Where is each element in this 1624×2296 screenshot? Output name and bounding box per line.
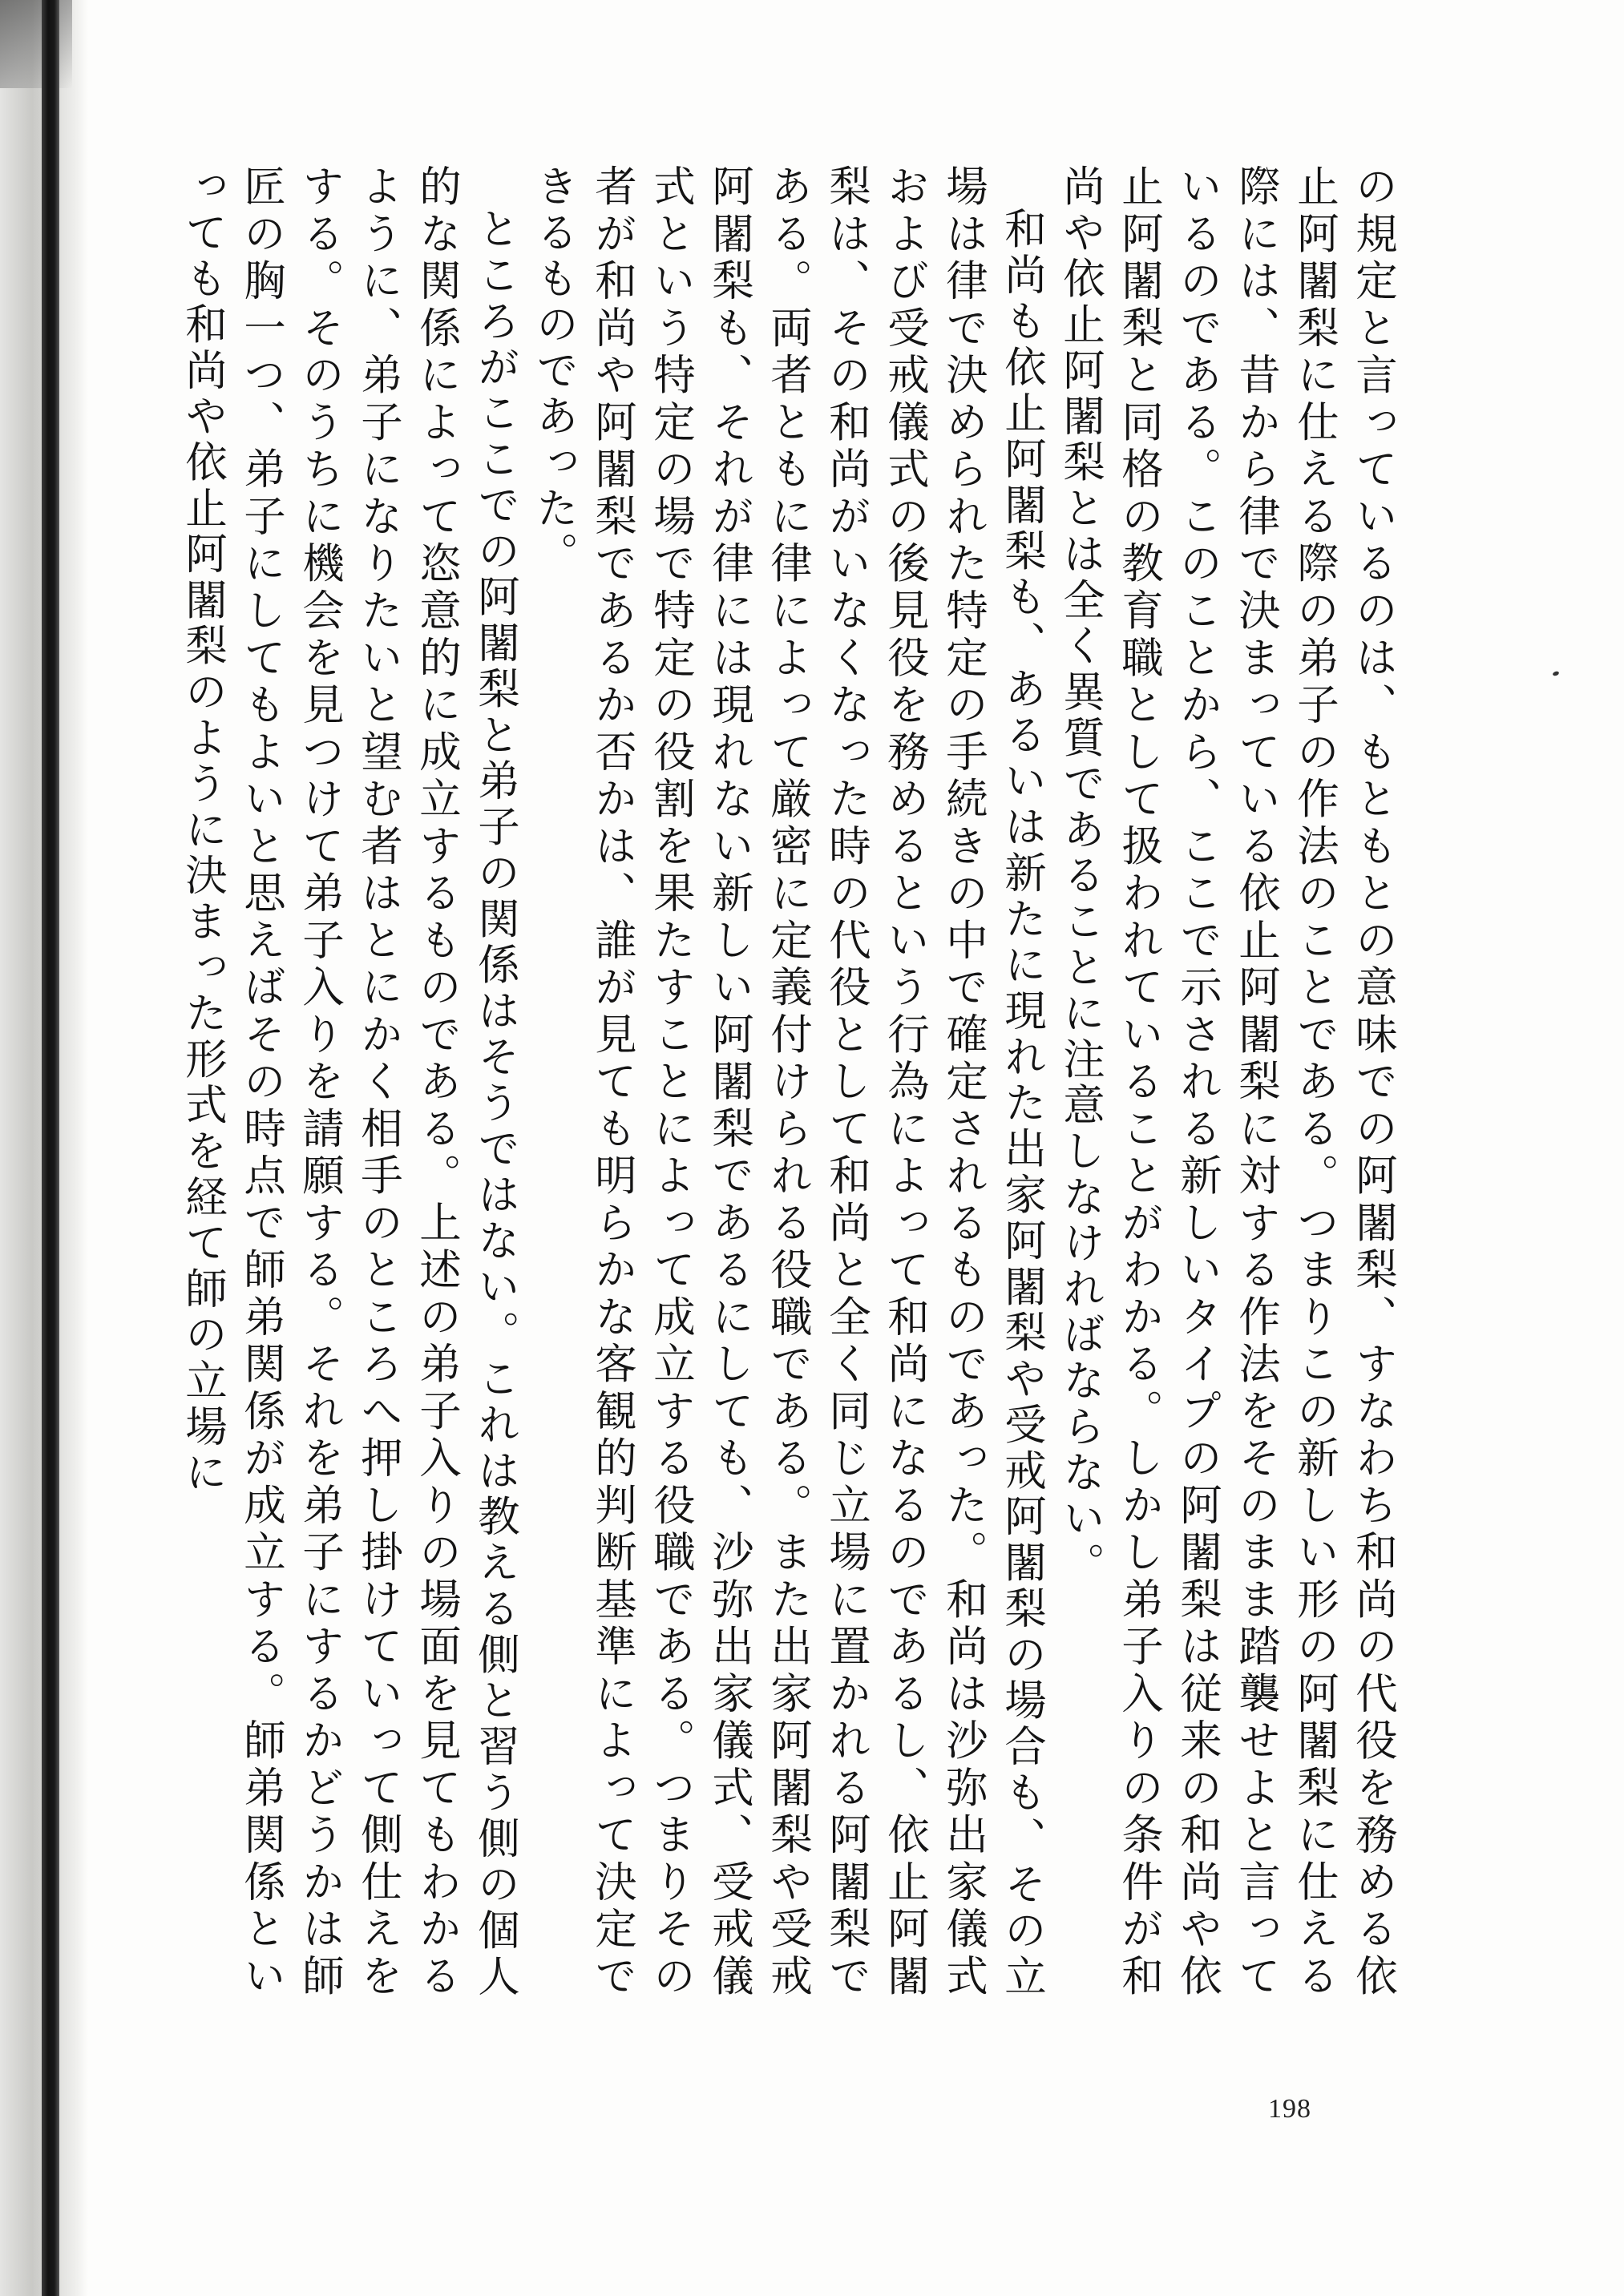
book-spine-edge: [42, 0, 59, 2296]
paragraph-3: ところがここでの阿闍梨と弟子の関係はそうではない。これは教える側と習う側の個人的な関係によって恣意的に成立するものである。上述の弟子入りの場面を見てもわかるように、弟子になりたいと望む者はとにかく相手のところへ押し掛けていって側仕えをする。そのうちに機会を見つけて弟子入りを請願する。それを弟子にするかどうかは師匠の胸一つ、弟子にしてもよいと思えばその時点で師弟関係が成立する。師弟関係といっても和尚や依止阿闍梨のように決まった形式を経て師の立場に: [179, 164, 520, 1999]
binding-corner-shadow: [0, 0, 72, 88]
paragraph-2: 和尚も依止阿闍梨も、あるいは新たに現れた出家阿闍梨や受戒阿闍梨の場合も、その立場は律で決められた特定の手続きの中で確定されるものであった。和尚は沙弥出家儀式および受戒儀式の後見役を務めるという行為によって和尚になるのであるし、依止阿闍梨は、その和尚がいなくなった時の代役として和尚と全く同じ立場に置かれる阿闍梨である。両者ともに律によって厳密に定義付けられる役職である。また出家阿闍梨や受戒阿闍梨も、それが律には現れない新しい阿闍梨であるにしても、沙弥出家儀式、受戒儀式という特定の場で特定の役割を果たすことによって成立する役職である。つまりその者が和尚や阿闍梨であるか否かは、誰が見ても明らかな客観的判断基準によって決定できるものであった。: [530, 164, 1047, 1999]
page-number: 198: [1268, 2094, 1311, 2124]
paragraph-1: の規定と言っているのは、もともとの意味での阿闍梨、すなわち和尚の代役を務める依止阿闍梨に仕える際の弟子の作法のことである。つまりこの新しい形の阿闍梨に仕える際には、昔から律で決まっている依止阿闍梨に対する作法をそのまま踏襲せよと言っているのである。このことから、ここで示される新しいタイプの阿闍梨は従来の和尚や依止阿闍梨と同格の教育職として扱われていることがわかる。しかし弟子入りの条件が和尚や依止阿闍梨とは全く異質であることに注意しなければならない。: [1056, 164, 1398, 1999]
vertical-body-text: [172, 164, 1403, 1999]
scan-speck: [1552, 671, 1559, 676]
body-text-block: [172, 164, 1403, 1999]
